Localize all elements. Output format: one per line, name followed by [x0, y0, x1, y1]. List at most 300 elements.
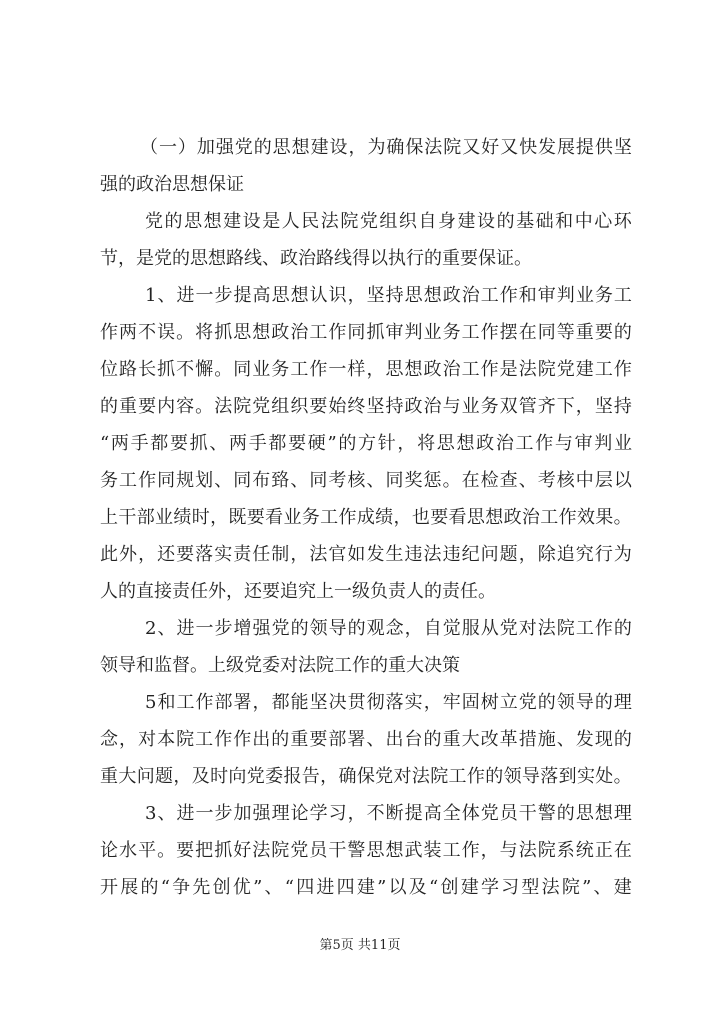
glyph: 与 — [554, 433, 573, 454]
glyph: 在 — [461, 470, 480, 491]
glyph: 警 — [537, 803, 556, 824]
glyph: 作 — [594, 618, 613, 639]
glyph: 本 — [157, 729, 176, 750]
glyph: 导 — [521, 766, 540, 787]
glyph: 的 — [496, 211, 515, 232]
glyph: 党 — [234, 137, 253, 158]
glyph: 提 — [575, 137, 594, 158]
glyph: 5 — [145, 692, 157, 713]
glyph: 法 — [214, 396, 233, 417]
glyph: 坚 — [309, 692, 328, 713]
glyph: 业 — [423, 322, 442, 343]
glyph: 治 — [442, 359, 461, 380]
glyph: ， — [119, 729, 138, 750]
glyph: 政 — [503, 507, 522, 528]
glyph: 同 — [347, 322, 366, 343]
glyph: 责 — [233, 544, 252, 565]
glyph: 保 — [356, 766, 375, 787]
glyph: 业 — [461, 396, 480, 417]
glyph: 告 — [301, 766, 320, 787]
glyph: 齐 — [537, 396, 556, 417]
glyph: 长 — [138, 359, 157, 380]
glyph: 理 — [613, 692, 632, 713]
glyph: 建 — [356, 877, 375, 898]
glyph: 一 — [195, 803, 214, 824]
glyph: 思 — [272, 137, 291, 158]
glyph: 念 — [385, 618, 404, 639]
glyph: 。 — [157, 840, 176, 861]
glyph: 、 — [290, 470, 309, 491]
glyph: 革 — [499, 729, 518, 750]
glyph: 要 — [176, 840, 195, 861]
glyph: 实 — [214, 544, 233, 565]
glyph: 作 — [195, 692, 214, 713]
glyph: 查 — [499, 470, 518, 491]
glyph: 员 — [499, 803, 518, 824]
glyph: 院 — [537, 359, 556, 380]
glyph: 、 — [366, 729, 385, 750]
glyph: 抓 — [214, 840, 233, 861]
glyph: 加 — [233, 803, 252, 824]
glyph: 制 — [271, 544, 290, 565]
glyph: 立 — [499, 692, 518, 713]
glyph: 环 — [613, 211, 632, 232]
glyph: 作 — [309, 359, 328, 380]
glyph: 署 — [347, 729, 366, 750]
glyph: 部 — [214, 692, 233, 713]
glyph: 还 — [157, 544, 176, 565]
glyph: 位 — [100, 359, 118, 380]
glyph: 大 — [461, 729, 480, 750]
glyph: 思 — [575, 803, 594, 824]
glyph: 又 — [500, 137, 519, 158]
glyph: 党 — [556, 359, 575, 380]
glyph: 都 — [268, 433, 287, 454]
glyph: 干 — [518, 803, 537, 824]
glyph: 断 — [385, 803, 404, 824]
glyph: 步 — [214, 618, 233, 639]
glyph: ， — [480, 840, 499, 861]
glyph: 同 — [385, 470, 404, 491]
glyph: 发 — [538, 137, 557, 158]
glyph: 以 — [613, 470, 632, 491]
glyph: 快 — [519, 137, 538, 158]
paragraph-line: 节，是党的思想路线、政治路线得以执行的重要保证。 — [100, 248, 532, 269]
glyph: 高 — [423, 803, 442, 824]
glyph: 想 — [203, 211, 222, 232]
glyph: 院 — [176, 729, 195, 750]
glyph: 法 — [518, 359, 537, 380]
glyph: 院 — [340, 211, 359, 232]
glyph: 为 — [613, 544, 632, 565]
glyph: 要 — [288, 433, 307, 454]
glyph: 内 — [157, 396, 176, 417]
glyph: 领 — [309, 618, 328, 639]
glyph: 看 — [265, 507, 284, 528]
glyph: 重 — [100, 766, 118, 787]
glyph: 委 — [265, 766, 284, 787]
glyph: 判 — [556, 285, 575, 306]
glyph: 导 — [575, 692, 594, 713]
glyph: 固 — [461, 692, 480, 713]
glyph: 手 — [248, 433, 267, 454]
glyph: 四 — [296, 877, 315, 898]
glyph: 将 — [195, 322, 214, 343]
glyph: 身 — [437, 211, 456, 232]
glyph: ） — [177, 137, 196, 158]
glyph: 发 — [366, 544, 385, 565]
glyph: ， — [173, 766, 192, 787]
glyph: 法 — [411, 766, 430, 787]
glyph: ， — [423, 692, 442, 713]
glyph: 人 — [281, 211, 300, 232]
glyph: 治 — [461, 285, 480, 306]
glyph: 。 — [613, 507, 632, 528]
glyph: 学 — [309, 803, 328, 824]
glyph: 理 — [271, 803, 290, 824]
glyph: 、 — [593, 877, 612, 898]
glyph: 、 — [157, 285, 176, 306]
glyph: 确 — [338, 766, 357, 787]
glyph: 强 — [252, 618, 271, 639]
glyph: 追 — [556, 544, 575, 565]
glyph: 又 — [462, 137, 481, 158]
glyph: 不 — [366, 803, 385, 824]
glyph: 重 — [290, 729, 309, 750]
glyph: 决 — [328, 692, 347, 713]
glyph: 想 — [594, 803, 613, 824]
glyph: ， — [290, 544, 309, 565]
glyph: 摆 — [499, 322, 518, 343]
glyph: 好 — [481, 137, 500, 158]
glyph: 政 — [442, 285, 461, 306]
glyph: 。 — [214, 359, 233, 380]
glyph: 服 — [461, 618, 480, 639]
glyph: 及 — [408, 877, 427, 898]
glyph: 想 — [290, 285, 309, 306]
glyph: 同 — [309, 470, 328, 491]
glyph: 两 — [110, 433, 129, 454]
glyph: 同 — [233, 470, 252, 491]
glyph: 工 — [540, 507, 559, 528]
glyph: 思 — [436, 433, 455, 454]
glyph: 政 — [404, 396, 423, 417]
glyph: 外 — [119, 544, 138, 565]
glyph: 从 — [480, 618, 499, 639]
paragraph-line: 人的直接责任外，还要追究上一级负责人的责任。 — [100, 581, 496, 602]
glyph: 的 — [537, 692, 556, 713]
glyph: 党 — [145, 211, 163, 232]
glyph: 作 — [461, 840, 480, 861]
glyph: 层 — [594, 470, 613, 491]
glyph: 思 — [404, 285, 423, 306]
glyph: 织 — [398, 211, 417, 232]
glyph: 法 — [537, 618, 556, 639]
glyph: 作 — [328, 322, 347, 343]
glyph: 署 — [233, 692, 252, 713]
glyph: 作 — [466, 766, 485, 787]
glyph: 纪 — [461, 544, 480, 565]
glyph: 行 — [594, 544, 613, 565]
glyph: 作 — [558, 507, 577, 528]
glyph: 坚 — [366, 285, 385, 306]
glyph: 考 — [537, 470, 556, 491]
glyph: 牢 — [442, 692, 461, 713]
glyph: 思 — [233, 322, 252, 343]
glyph: 同 — [157, 470, 176, 491]
glyph: 时 — [191, 507, 210, 528]
glyph: 、 — [556, 729, 575, 750]
glyph: 全 — [442, 803, 461, 824]
glyph: 都 — [150, 433, 169, 454]
glyph: 管 — [518, 396, 537, 417]
glyph: 党 — [499, 618, 518, 639]
glyph: ” — [253, 877, 263, 898]
glyph: 组 — [271, 396, 290, 417]
glyph: 法 — [423, 544, 442, 565]
glyph: 在 — [518, 322, 537, 343]
glyph: 到 — [558, 766, 577, 787]
glyph: 除 — [537, 544, 556, 565]
glyph: 想 — [456, 433, 475, 454]
paragraph-line — [100, 506, 632, 530]
paragraph-line: 领导和监督。上级党委对法院工作的重大决策 — [100, 655, 460, 676]
glyph: 提 — [404, 803, 423, 824]
glyph: 重 — [442, 729, 461, 750]
glyph: 将 — [417, 433, 436, 454]
glyph: 坚 — [594, 396, 613, 417]
paragraph-line — [100, 543, 632, 567]
glyph: 持 — [385, 396, 404, 417]
glyph: 建 — [223, 211, 242, 232]
glyph: 臵 — [271, 470, 290, 491]
glyph: 基 — [516, 211, 535, 232]
glyph: 型 — [521, 877, 540, 898]
glyph: 强 — [252, 803, 271, 824]
glyph: 持 — [613, 396, 632, 417]
glyph: 发 — [575, 729, 594, 750]
paragraph-line — [100, 728, 632, 752]
glyph: 业 — [613, 433, 632, 454]
glyph: 业 — [575, 285, 594, 306]
glyph: 论 — [290, 803, 309, 824]
glyph: 都 — [271, 692, 290, 713]
glyph: 。 — [613, 766, 632, 787]
glyph: 党 — [480, 803, 499, 824]
glyph: 判 — [404, 322, 423, 343]
glyph: 法 — [309, 544, 328, 565]
glyph: 强 — [215, 137, 234, 158]
paragraph-line — [100, 321, 632, 345]
glyph: 大 — [118, 766, 137, 787]
glyph: 落 — [195, 544, 214, 565]
glyph: 果 — [595, 507, 614, 528]
glyph: 官 — [328, 544, 347, 565]
glyph: 的 — [271, 729, 290, 750]
glyph: 务 — [442, 322, 461, 343]
glyph: 建 — [613, 877, 632, 898]
glyph: 的 — [594, 692, 613, 713]
glyph: 要 — [594, 322, 613, 343]
glyph: 法 — [424, 137, 443, 158]
glyph: 一 — [195, 618, 214, 639]
glyph: 布 — [252, 470, 271, 491]
glyph: 出 — [252, 729, 271, 750]
glyph: 创 — [212, 877, 231, 898]
glyph: 优 — [232, 877, 251, 898]
glyph: 检 — [480, 470, 499, 491]
glyph: 作 — [338, 507, 357, 528]
glyph: 确 — [386, 137, 405, 158]
glyph: ， — [397, 433, 416, 454]
glyph: 始 — [328, 396, 347, 417]
glyph: 武 — [404, 840, 423, 861]
glyph: 的 — [164, 211, 183, 232]
glyph: 抓 — [189, 433, 208, 454]
glyph: 要 — [138, 396, 157, 417]
glyph: 的 — [556, 803, 575, 824]
paragraph-line — [100, 395, 632, 419]
glyph: 业 — [283, 507, 302, 528]
glyph: 建 — [310, 137, 329, 158]
glyph: 党 — [375, 766, 394, 787]
glyph: 违 — [442, 544, 461, 565]
glyph: ” — [377, 877, 387, 898]
glyph: 等 — [556, 322, 575, 343]
glyph: 判 — [594, 433, 613, 454]
glyph: 、 — [209, 433, 228, 454]
glyph: 审 — [537, 285, 556, 306]
glyph: 3 — [145, 803, 157, 824]
glyph: 党 — [271, 618, 290, 639]
glyph: 奖 — [404, 470, 423, 491]
glyph: 、 — [366, 470, 385, 491]
glyph: 的 — [100, 396, 118, 417]
glyph: 增 — [233, 618, 252, 639]
glyph: 看 — [448, 507, 467, 528]
glyph: 。 — [195, 396, 214, 417]
glyph: 建 — [460, 877, 479, 898]
glyph: 一 — [328, 359, 347, 380]
glyph: 和 — [555, 211, 574, 232]
glyph: 设 — [242, 211, 261, 232]
glyph: 工 — [442, 840, 461, 861]
glyph: 针 — [377, 433, 396, 454]
glyph: 想 — [291, 137, 310, 158]
glyph: 容 — [176, 396, 195, 417]
glyph: 体 — [461, 803, 480, 824]
glyph: 上 — [100, 507, 118, 528]
glyph: 下 — [556, 396, 575, 417]
glyph: 习 — [501, 877, 520, 898]
glyph: 不 — [176, 359, 195, 380]
glyph: 业 — [155, 507, 174, 528]
glyph: 院 — [271, 840, 290, 861]
glyph: 创 — [440, 877, 459, 898]
glyph: 法 — [320, 211, 339, 232]
glyph: 报 — [283, 766, 302, 787]
glyph: 对 — [518, 618, 537, 639]
glyph: ， — [393, 507, 412, 528]
glyph: （ — [140, 137, 158, 158]
glyph: 。 — [442, 470, 461, 491]
glyph: 自 — [423, 618, 442, 639]
glyph: 要 — [176, 544, 195, 565]
glyph: 开 — [100, 877, 118, 898]
glyph: 作 — [214, 729, 233, 750]
glyph: 同 — [537, 322, 556, 343]
glyph: 组 — [379, 211, 398, 232]
glyph: 想 — [485, 507, 504, 528]
glyph: 施 — [537, 729, 556, 750]
glyph: 一 — [158, 137, 177, 158]
glyph: 重 — [119, 396, 138, 417]
glyph: 党 — [290, 840, 309, 861]
glyph: “ — [429, 877, 439, 898]
glyph: 实 — [576, 766, 595, 787]
glyph: 台 — [404, 729, 423, 750]
glyph: ， — [320, 766, 339, 787]
glyph: 惩 — [423, 470, 442, 491]
glyph: 要 — [169, 433, 188, 454]
glyph: 思 — [366, 840, 385, 861]
glyph: 政 — [271, 322, 290, 343]
glyph: 治 — [495, 433, 514, 454]
glyph: 法 — [252, 840, 271, 861]
glyph: 工 — [575, 618, 594, 639]
glyph: 坚 — [613, 137, 632, 158]
glyph: ， — [347, 803, 366, 824]
glyph: 措 — [518, 729, 537, 750]
glyph: 步 — [214, 803, 233, 824]
glyph: 现 — [594, 729, 613, 750]
glyph: 政 — [476, 433, 495, 454]
glyph: 保 — [405, 137, 424, 158]
glyph: 习 — [328, 803, 347, 824]
glyph: 作 — [613, 359, 632, 380]
paragraph-line — [145, 802, 632, 826]
glyph: 装 — [423, 840, 442, 861]
glyph: ， — [518, 544, 537, 565]
glyph: 改 — [480, 729, 499, 750]
glyph: 统 — [575, 840, 594, 861]
glyph: 想 — [385, 840, 404, 861]
glyph: ， — [575, 396, 594, 417]
glyph: ， — [404, 618, 423, 639]
glyph: 、 — [157, 803, 176, 824]
glyph: 院 — [561, 877, 580, 898]
glyph: 建 — [575, 359, 594, 380]
glyph: 两 — [119, 322, 138, 343]
glyph: 为 — [367, 137, 386, 158]
glyph: 想 — [252, 322, 271, 343]
glyph: 究 — [575, 544, 594, 565]
glyph: 心 — [594, 211, 613, 232]
glyph: 导 — [328, 618, 347, 639]
glyph: “ — [100, 433, 110, 454]
glyph: 坚 — [366, 396, 385, 417]
glyph: 党 — [252, 396, 271, 417]
glyph: 核 — [347, 470, 366, 491]
glyph: ， — [348, 137, 367, 158]
glyph: 对 — [393, 766, 412, 787]
glyph: 系 — [556, 840, 575, 861]
paragraph-line — [145, 210, 632, 234]
glyph: 绩 — [173, 507, 192, 528]
glyph: 法 — [541, 877, 560, 898]
glyph: 的 — [338, 433, 357, 454]
glyph: 误 — [157, 322, 176, 343]
